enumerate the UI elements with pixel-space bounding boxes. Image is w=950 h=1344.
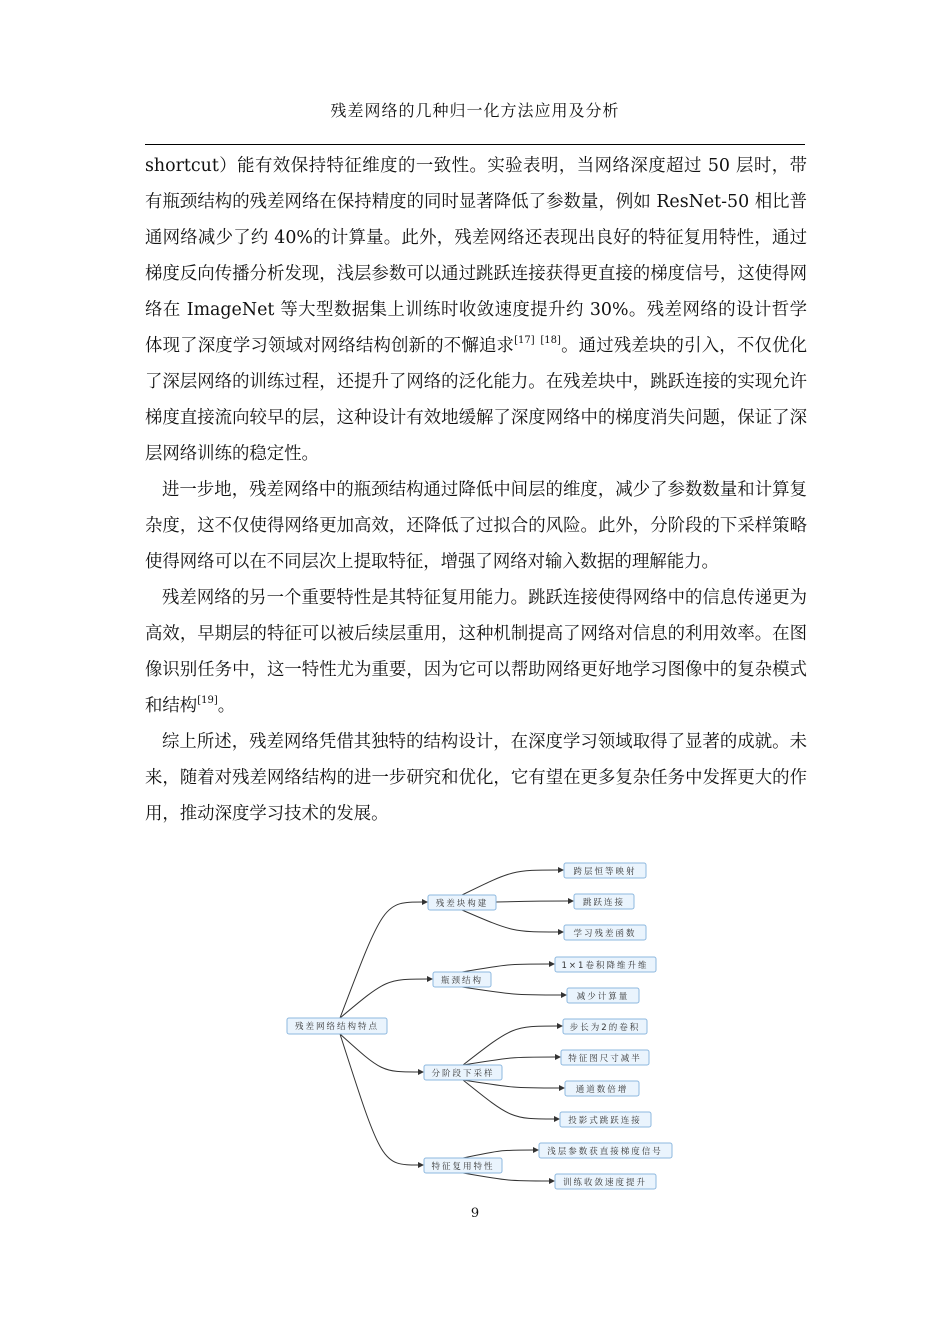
paragraph-3-text-b: 。 [217, 696, 236, 716]
citation-18: [18] [540, 335, 561, 346]
leaf-node-label: 训练收敛速度提升 [562, 1178, 648, 1188]
mindmap-arrowhead [422, 899, 428, 905]
paragraph-4: 综上所述，残差网络凭借其独特的结构设计，在深度学习领域取得了显著的成就。未来，随着对残差网络结构的进一步研究和优化，它有望在更多复杂任务中发挥更大的作用，推动深度学习技术的发展。 [145, 732, 807, 824]
mindmap-arrowhead [554, 1116, 560, 1122]
mindmap-connector [340, 1034, 419, 1165]
leaf-node-label: 通道数倍增 [575, 1085, 629, 1095]
citation-17: [17] [514, 335, 535, 346]
mindmap-connector [462, 910, 559, 932]
branch-node-residual-block [428, 895, 496, 910]
mindmap-arrowhead [549, 961, 555, 967]
leaf-node-halve-feature-map [561, 1050, 649, 1065]
mindmap-connector [463, 1150, 534, 1158]
mindmap-arrowhead [568, 898, 574, 904]
mindmap-root-node [287, 1018, 387, 1034]
mindmap-connector [463, 1173, 550, 1181]
root-node-label: 残差网络结构特点 [294, 1022, 380, 1032]
mindmap-connector [340, 979, 428, 1018]
paragraph-1-text-a: shortcut）能有效保持特征维度的一致性。实验表明，当网络深度超过 50 层时，带有瓶颈结构的残差网络在保持精度的同时显著降低了参数量，例如 ResNet-50 相比普通网络减少了约 40%的计算量。此外，残差网络还表现出良好的特征复用特性，通过梯度反向传播分析发现，浅层参数可以通过跳跃连接获得更直接的梯度信号，这使得网络在 ImageNet 等大型数据集上训练时收敛速度提升约 30%。残差网络的设计哲学体现了深度学习领域对网络结构创新的不懈追求 [145, 156, 807, 356]
mindmap-connector [463, 1080, 560, 1088]
running-header-title: 残差网络的几种归一化方法应用及分析 [330, 101, 620, 120]
mindmap-arrowhead [418, 1162, 424, 1168]
leaf-node-label: 特征图尺寸减半 [568, 1054, 642, 1064]
mindmap-arrowhead [559, 1085, 565, 1091]
leaf-node-direct-gradient [539, 1143, 672, 1158]
mindmap-connector [462, 964, 550, 972]
branch-node-bottleneck [433, 972, 491, 987]
mindmap-arrowhead [555, 1054, 561, 1060]
mindmap-arrowhead [557, 1023, 563, 1029]
leaf-node-label: 学习残差函数 [573, 929, 637, 939]
mindmap-connector [463, 1026, 558, 1065]
page-number: 9 [470, 1206, 480, 1221]
leaf-node-faster-convergence [555, 1174, 656, 1189]
mindmap-arrowhead [549, 1178, 555, 1184]
mindmap-arrowhead [427, 976, 433, 982]
leaf-node-label: 减少计算量 [576, 992, 630, 1002]
leaf-node-label: 1×1卷积降维升维 [561, 961, 649, 971]
leaf-node-label: 投影式跳跃连接 [568, 1116, 642, 1126]
branch-node-feature-reuse [424, 1158, 502, 1173]
leaf-node-label: 浅层参数获直接梯度信号 [547, 1147, 663, 1157]
leaf-node-reduce-computation [567, 988, 639, 1003]
mindmap-connector [462, 987, 562, 995]
leaf-node-identity-mapping [564, 863, 646, 878]
leaf-node-double-channels [565, 1081, 639, 1096]
paragraph-1-text-b: 。通过残差块的引入，不仅优化了深层网络的训练过程，还提升了网络的泛化能力。在残差块中，跳跃连接的实现允许梯度直接流向较早的层，这种设计有效地缓解了深度网络中的梯度消失问题，保证了深层网络训练的稳定性。 [145, 336, 807, 464]
leaf-node-label: 跳跃连接 [582, 898, 626, 908]
leaf-node-residual-function [564, 925, 646, 940]
mindmap-arrowhead [533, 1147, 539, 1153]
mindmap-connector [340, 902, 423, 1018]
mindmap-connector [462, 870, 559, 895]
leaf-node-label: 跨层恒等映射 [573, 867, 637, 877]
leaf-node-label: 步长为2的卷积 [569, 1023, 641, 1033]
leaf-node-skip-connection [574, 894, 634, 909]
citation-19: [19] [197, 695, 218, 706]
paragraph-2: 进一步地，残差网络中的瓶颈结构通过降低中间层的维度，减少了参数数量和计算复杂度，这不仅使得网络更加高效，还降低了过拟合的风险。此外，分阶段的下采样策略使得网络可以在不同层次上提取特征，增强了网络对输入数据的理解能力。 [145, 480, 807, 572]
branch-node-label: 分阶段下采样 [431, 1069, 495, 1079]
mindmap-connector [463, 1057, 556, 1065]
mindmap-connector [496, 901, 569, 902]
mindmap-connector [463, 1080, 555, 1119]
leaf-node-projection-shortcut [560, 1112, 651, 1127]
mindmap-connector [340, 1034, 419, 1072]
mindmap-arrowhead [561, 992, 567, 998]
mindmap-arrowhead [558, 929, 564, 935]
branch-node-label: 瓶颈结构 [440, 976, 484, 986]
mindmap-arrowhead [558, 867, 564, 873]
branch-node-downsampling [424, 1065, 502, 1080]
branch-node-label: 残差块构建 [435, 899, 489, 909]
paragraph-3-text-a: 残差网络的另一个重要特性是其特征复用能力。跳跃连接使得网络中的信息传递更为高效，早期层的特征可以被后续层重用，这种机制提高了网络对信息的利用效率。在图像识别任务中，这一特性尤为重要，因为它可以帮助网络更好地学习图像中的复杂模式和结构 [145, 588, 807, 716]
mindmap-arrowhead [418, 1069, 424, 1075]
leaf-node-1x1-conv [555, 957, 656, 972]
leaf-node-stride-2-conv [563, 1019, 647, 1034]
branch-node-label: 特征复用特性 [431, 1162, 495, 1172]
